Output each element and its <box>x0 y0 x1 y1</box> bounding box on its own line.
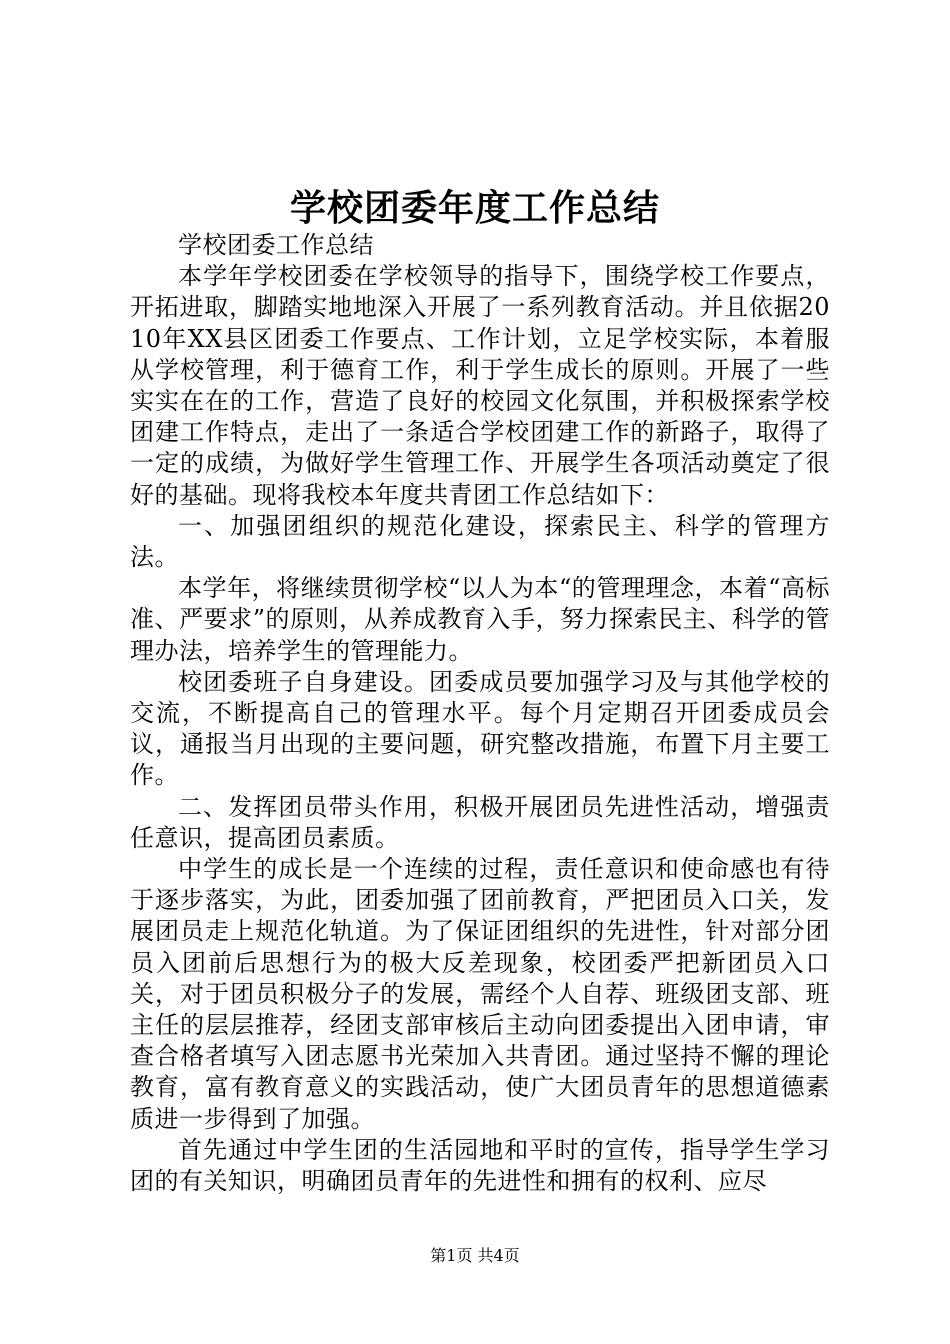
body-paragraph: 校团委班子自身建设。团委成员要加强学习及与其他学校的交流，不断提高自己的管理水平。每个月定期召开团委成员会议，通报当月出现的主要问题，研究整改措施，布置下月主要工作。 <box>130 667 830 790</box>
document-body <box>130 230 830 1197</box>
body-paragraph: 中学生的成长是一个连续的过程，责任意识和使命感也有待于逐步落实，为此，团委加强了团前教育，严把团员入口关，发展团员走上规范化轨道。为了保证团组织的先进性，针对部分团员入团前后思想行为的极大反差现象，校团委严把新团员入口关，对于团员积极分子的发展，需经个人自荐、班级团支部、班主任的层层推荐，经团支部审核后主动向团委提出入团申请，审查合格者填写入团志愿书光荣加入共青团。通过坚持不懈的理论教育，富有教育意义的实践活动，使广大团员青年的思想道德素质进一步得到了加强。 <box>130 855 830 1133</box>
page-number-footer: 第1页 共4页 <box>430 1246 520 1265</box>
body-paragraph: 首先通过中学生团的生活园地和平时的宣传，指导学生学习团的有关知识，明确团员青年的先进性和拥有的权利、应尽 <box>130 1135 830 1196</box>
section-heading: 二、发挥团员带头作用，积极开展团员先进性活动，增强责任意识，提高团员素质。 <box>130 792 830 852</box>
body-paragraph: 本学年学校团委在学校领导的指导下，围绕学校工作要点，开拓进取，脚踏实地地深入开展了一系列教育活动。并且依据2010年XX县区团委工作要点、工作计划，立足学校实际，本着服从学校管理，利于德育工作，利于学生成长的原则。开展了一些实实在在的工作，营造了良好的校园文化氛围，并积极探索学校团建工作特点，走出了一条适合学校团建工作的新路子，取得了一定的成绩，为做好学生管理工作、开展学生各项活动奠定了很好的基础。现将我校本年度共青团工作总结如下： <box>130 262 830 509</box>
body-paragraph: 学校团委工作总结 <box>178 231 374 259</box>
document-title: 学校团委年度工作总结 <box>289 187 660 229</box>
body-paragraph: 本学年，将继续贯彻学校“以人为本“的管理理念，本着“高标准、严要求”的原则，从养成教育入手，努力探索民主、科学的管理办法，培养学生的管理能力。 <box>130 574 830 665</box>
section-heading: 一、加强团组织的规范化建设，探索民主、科学的管理方法。 <box>130 511 830 572</box>
